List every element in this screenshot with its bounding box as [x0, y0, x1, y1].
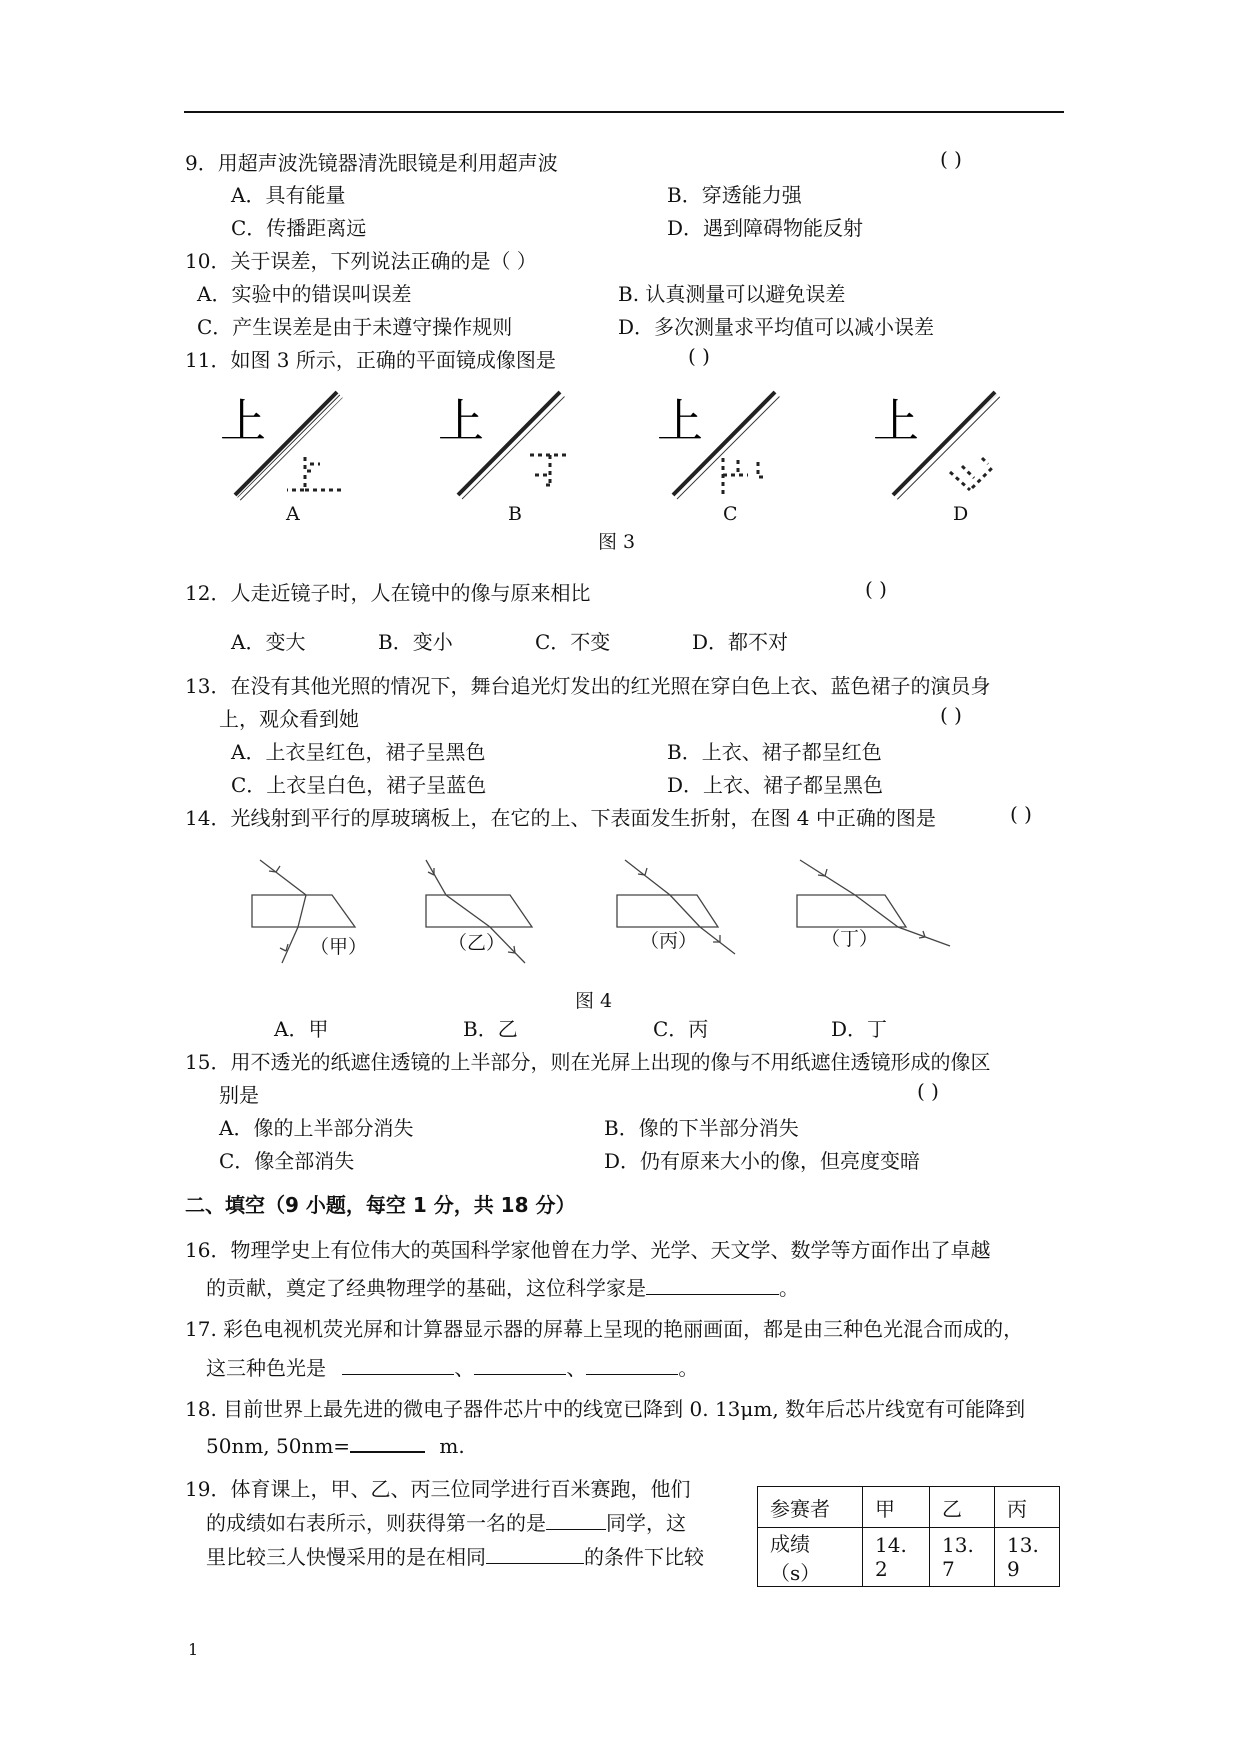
- q15-answer-paren: ( ): [917, 1079, 939, 1103]
- q10-option-c: C．产生误差是由于未遵守操作规则: [197, 315, 513, 339]
- figure-3-mirror-diagrams: [190, 380, 1020, 530]
- q17-line2-end: 。: [678, 1356, 699, 1380]
- q19-line1: 19．体育课上，甲、乙、丙三位同学进行百米赛跑，他们: [185, 1477, 691, 1501]
- q16-line2: [206, 1272, 799, 1301]
- q15-stem-line2: 别是: [219, 1083, 259, 1107]
- q13-answer-paren: ( ): [940, 703, 962, 727]
- q16-line2-end: 。: [779, 1276, 799, 1300]
- q17-answer-blank-3[interactable]: [586, 1356, 678, 1375]
- q13-option-d: D．上衣、裙子都呈黑色: [667, 773, 884, 797]
- q9-answer-paren: ( ): [940, 147, 962, 171]
- q11-answer-paren: ( ): [688, 344, 710, 368]
- figure-3-label-a: A: [286, 503, 300, 525]
- q17-sep-2: 、: [566, 1356, 587, 1380]
- q12-stem: 12．人走近镜子时，人在镜中的像与原来相比: [185, 581, 591, 605]
- q17-answer-blank-1[interactable]: [342, 1356, 454, 1375]
- q16-line1: 16．物理学史上有位伟大的英国科学家他曾在力学、光学、天文学、数学等方面作出了卓越: [185, 1238, 991, 1262]
- q10-option-b: B. 认真测量可以避免误差: [618, 282, 846, 306]
- q12-option-a: A．变大: [231, 630, 306, 654]
- table-header-cell: 丙: [995, 1487, 1060, 1528]
- figure-3-panel-c: [657, 392, 779, 499]
- q15-stem-line1: 15．用不透光的纸遮住透镜的上半部分，则在光屏上出现的像与不用纸遮住透镜形成的像区: [185, 1050, 991, 1074]
- q18-answer-blank[interactable]: [350, 1433, 425, 1453]
- q13-option-a: A．上衣呈红色，裙子呈黑色: [231, 740, 486, 764]
- q9-option-b: B．穿透能力强: [667, 183, 802, 207]
- figure-4-caption: 图 4: [575, 990, 613, 1012]
- q10-option-d: D．多次测量求平均值可以减小误差: [618, 315, 935, 339]
- q15-option-d: D．仍有原来大小的像，但亮度变暗: [604, 1149, 921, 1173]
- q17-line2-text: 这三种色光是: [206, 1356, 326, 1380]
- q19-answer-blank-2[interactable]: [486, 1545, 584, 1564]
- q13-stem-line2: 上，观众看到她: [219, 707, 359, 731]
- q19-line2-text: 的成绩如右表所示，则获得第一名的是: [206, 1511, 546, 1535]
- figure-3-panel-b: [438, 392, 568, 499]
- table-header-cell: 甲: [863, 1487, 930, 1528]
- q10-stem: 10．关于误差，下列说法正确的是（ ）: [185, 249, 537, 273]
- figure-3-caption: 图 3: [598, 531, 636, 553]
- table-cell: 13. 9: [995, 1528, 1060, 1587]
- figure-3-char-a: 上: [220, 394, 266, 448]
- q14-option-a: A．甲: [274, 1017, 329, 1041]
- figure-4-label-ding: （丁）: [821, 928, 879, 950]
- q14-stem: 14．光线射到平行的厚玻璃板上，在它的上、下表面发生折射，在图 4 中正确的图是: [185, 806, 936, 830]
- q9-stem: 9．用超声波洗镜器清洗眼镜是利用超声波: [185, 151, 558, 175]
- q18-line2-unit: m.: [439, 1434, 465, 1458]
- figure-3-char-c: 上: [657, 394, 703, 448]
- q17-line2: [206, 1352, 698, 1381]
- q14-option-d: D．丁: [831, 1017, 888, 1041]
- q15-option-a: A．像的上半部分消失: [219, 1116, 414, 1140]
- q13-stem-line1: 13．在没有其他光照的情况下，舞台追光灯发出的红光照在穿白色上衣、蓝色裙子的演员身: [185, 674, 991, 698]
- table-header-cell: 参赛者: [758, 1487, 863, 1528]
- q13-option-b: B．上衣、裙子都呈红色: [667, 740, 882, 764]
- q18-line2: [206, 1433, 465, 1458]
- figure-3-char-d: 上: [873, 394, 919, 448]
- q12-answer-paren: ( ): [865, 577, 887, 601]
- section-2-heading: 二、填空（9 小题，每空 1 分，共 18 分）: [185, 1193, 576, 1217]
- q19-line3: [206, 1541, 704, 1570]
- figure-3-char-b: 上: [438, 394, 484, 448]
- q19-line3-text: 里比较三人快慢采用的是在相同: [206, 1545, 486, 1569]
- q17-sep-1: 、: [454, 1356, 475, 1380]
- table-row: [758, 1528, 1060, 1587]
- q9-option-c: C．传播距离远: [231, 216, 367, 240]
- figure-3-panel-d: [873, 392, 999, 499]
- figure-3-label-c: C: [723, 503, 738, 525]
- figure-4-label-yi: （乙）: [448, 932, 506, 954]
- q15-option-c: C．像全部消失: [219, 1149, 355, 1173]
- table-row-header: [758, 1487, 1060, 1528]
- figure-4-label-jia: （甲）: [310, 936, 368, 958]
- q19-line3-end: 的条件下比较: [584, 1545, 704, 1569]
- q16-line2-text: 的贡献，奠定了经典物理学的基础，这位科学家是: [206, 1276, 646, 1300]
- figure-3-panel-a: [220, 392, 345, 499]
- q14-answer-paren: ( ): [1010, 802, 1032, 826]
- q17-line1: 17. 彩色电视机荧光屏和计算器显示器的屏幕上呈现的艳丽画面，都是由三种色光混合而成的，: [185, 1317, 1024, 1341]
- q12-option-c: C．不变: [535, 630, 611, 654]
- q11-stem: 11．如图 3 所示，正确的平面镜成像图是: [185, 348, 556, 372]
- q18-line1: 18. 目前世界上最先进的微电子器件芯片中的线宽已降到 0. 13μm, 数年后芯片线宽有可能降到: [185, 1397, 1026, 1421]
- table-header-cell: 乙: [930, 1487, 995, 1528]
- q12-option-b: B．变小: [378, 630, 453, 654]
- q19-line2-end: 同学，这: [606, 1511, 686, 1535]
- q9-option-a: A．具有能量: [231, 183, 346, 207]
- q19-results-table: [757, 1486, 1060, 1587]
- figure-3-label-d: D: [953, 503, 969, 525]
- figure-4-label-bing: （丙）: [640, 930, 698, 952]
- q19-line2: [206, 1507, 686, 1536]
- table-cell: 成绩（s）: [758, 1528, 863, 1587]
- q16-answer-blank[interactable]: [646, 1276, 779, 1295]
- q12-option-d: D．都不对: [692, 630, 789, 654]
- header-rule: [184, 111, 1064, 113]
- table-cell: 13. 7: [930, 1528, 995, 1587]
- q9-option-d: D．遇到障碍物能反射: [667, 216, 864, 240]
- q19-answer-blank-1[interactable]: [546, 1511, 606, 1530]
- q13-option-c: C．上衣呈白色，裙子呈蓝色: [231, 773, 487, 797]
- figure-3-label-b: B: [508, 503, 522, 525]
- q10-option-a: A．实验中的错误叫误差: [197, 282, 412, 306]
- page-number: 1: [188, 1640, 199, 1659]
- q17-answer-blank-2[interactable]: [474, 1356, 566, 1375]
- table-cell: 14. 2: [863, 1528, 930, 1587]
- q14-option-b: B．乙: [463, 1017, 518, 1041]
- q15-option-b: B．像的下半部分消失: [604, 1116, 799, 1140]
- q14-option-c: C．丙: [653, 1017, 709, 1041]
- q18-line2-text: 50nm, 50nm=: [206, 1434, 351, 1458]
